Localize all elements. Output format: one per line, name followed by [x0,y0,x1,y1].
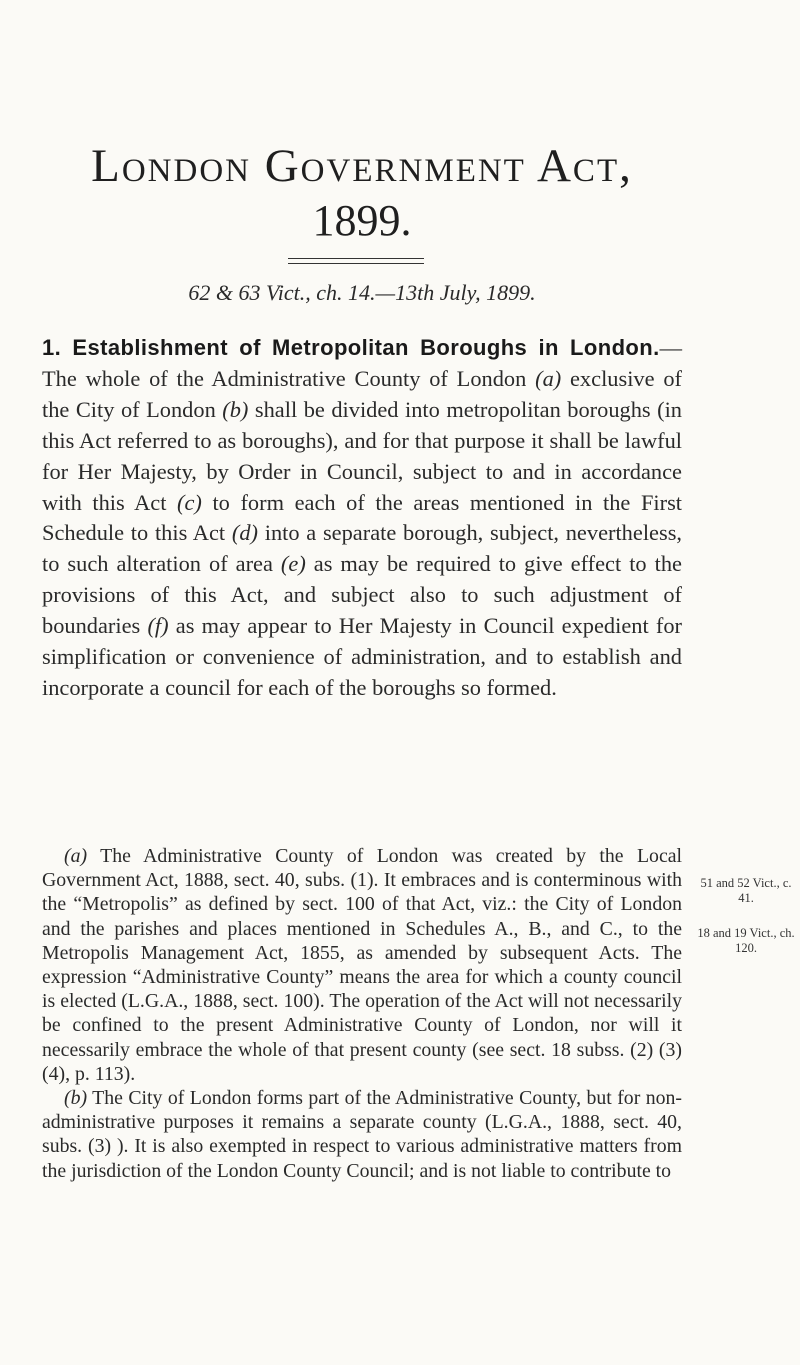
ref-c: (c) [177,489,202,515]
section-text-2: exclusive of the City of London [42,365,682,422]
note-b-text: The City of London forms part of the Administrative County, but for non-administrative purposes it remains a separate county (L.G.A., 1888, sect. 40, subs. (3) ). It is also exempted in respect to various administrative matters from the jurisdiction of the London County Council; and is not liable to contribute to [42,1087,682,1182]
note-a-text: The Administrative County of London was created by the Local Government Act, 1888, sect. 40, subs. (1). It embraces and is conterminous with the “Metropolis” as defined by sect. 100 of that Act, viz.: the City of London and the parishes and places mentioned in Schedules A., B., and C., to the Metropolis Management Act, 1855, as amended by subsequent Acts. The expression “Administrative County” means the area for which a county council is elected (L.G.A., 1888, sect. 100). The operation of the Act will not necessarily be confined to the present Administrative County of London, nor will it necessarily embrace the whole of that present county (see sect. 18 subss. (2) (3) (4), p. 113). [42,845,682,1085]
act-title: London Government Act, [91,140,633,192]
section-1 [42,333,682,704]
margin-note-mma-1855: 18 and 19 Vict., ch. 120. [697,926,795,955]
section-heading: 1. Establishment of Metropolitan Boroughs in London. [42,335,660,360]
ref-d: (d) [231,520,258,546]
title-rule-top [288,258,424,259]
section-text-3: shall be divided into metropolitan boroughs (in this Act referred to as boroughs), and for that purpose it shall be lawful for Her Majesty, by Order in Council, subject to and in accordance with this Act [42,396,683,515]
note-b-label: (b) [64,1087,88,1110]
ref-b: (b) [222,396,249,422]
note-a [42,844,682,1086]
ref-a: (a) [535,365,562,391]
act-year: 1899. [312,196,412,245]
section-text-5: into a separate borough, subject, nevertheless, to such alteration of area [42,520,683,577]
ref-e: (e) [280,551,306,577]
ref-f: (f) [147,613,169,639]
act-citation: 62 & 63 Vict., ch. 14.—13th July, 1899. [188,280,536,305]
margin-note-lga-1888: 51 and 52 Vict., c. 41. [700,876,792,905]
note-a-label: (a) [64,845,88,867]
section-text-6: as may be required to give effect to the provisions of this Act, and subject also to such adjustment of boundaries [42,551,682,639]
note-b [42,1086,682,1183]
section-text-1: —The whole of the Administrative County of London [42,335,682,391]
section-text-7: as may appear to Her Majesty in Council expedient for simplification or convenience of administration, and to establish and incorporate a council for each of the boroughs so formed. [42,613,683,700]
section-text-4: to form each of the areas mentioned in the First Schedule to this Act [42,489,683,546]
footnotes [42,844,682,1183]
title-rule-bottom [288,263,424,264]
